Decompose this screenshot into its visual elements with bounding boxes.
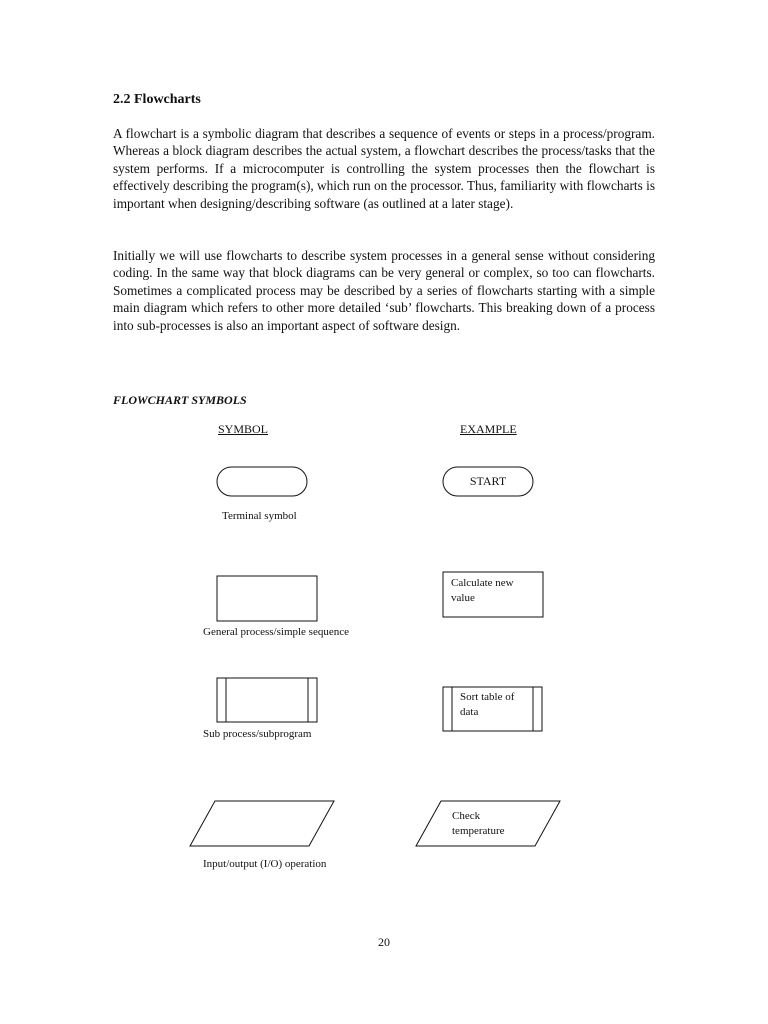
subprocess-example-label	[460, 690, 514, 720]
example-column-header: EXAMPLE	[460, 422, 517, 436]
process-example-line: Calculate new	[451, 577, 514, 589]
symbols-section-title: FLOWCHART SYMBOLS	[113, 393, 247, 407]
subprocess-symbol-shape	[217, 678, 317, 722]
page-number: 20	[378, 935, 390, 949]
io-example-line: Check	[452, 810, 481, 822]
section-heading: 2.2 Flowcharts	[113, 92, 201, 107]
process-symbol-caption: General process/simple sequence	[203, 626, 349, 638]
terminal-symbol-caption: Terminal symbol	[222, 510, 297, 522]
io-symbol-caption: Input/output (I/O) operation	[203, 858, 327, 870]
terminal-example-label: START	[469, 474, 507, 488]
paragraph-flowchart-definition: A flowchart is a symbolic diagram that describes a sequence of events or steps in a process/program. Whereas a block diagram describes the actual system, a flowchart describes the process/tasks that the system performs. If a microcomputer is controlling the system processes then the flowchart is effectively describing the program(s), which run on the processor. Thus, familiarity with flowcharts is important when designing/describing software (as outlined at a later stage).	[113, 126, 655, 211]
paragraph-flowchart-usage: Initially we will use flowcharts to describe system processes in a general sense without considering coding. In the same way that block diagrams can be very general or complex, so too can flowcharts. Sometimes a complicated process may be described by a series of flowcharts starting with a simple main diagram which refers to other more detailed ‘sub’ flowcharts. This breaking down of a process into sub-processes is also an important aspect of software design.	[113, 248, 655, 333]
process-example-label	[451, 576, 514, 606]
io-example-line: temperature	[452, 825, 505, 837]
io-symbol-shape	[190, 801, 334, 846]
io-example-label	[452, 809, 505, 839]
symbol-column-header: SYMBOL	[218, 422, 269, 436]
process-symbol-shape	[217, 576, 317, 621]
subprocess-symbol-caption: Sub process/subprogram	[203, 728, 312, 740]
process-example-line: value	[451, 592, 475, 604]
terminal-symbol-shape	[217, 467, 307, 496]
subprocess-example-line: Sort table of	[460, 691, 515, 703]
subprocess-example-line: data	[460, 706, 479, 718]
